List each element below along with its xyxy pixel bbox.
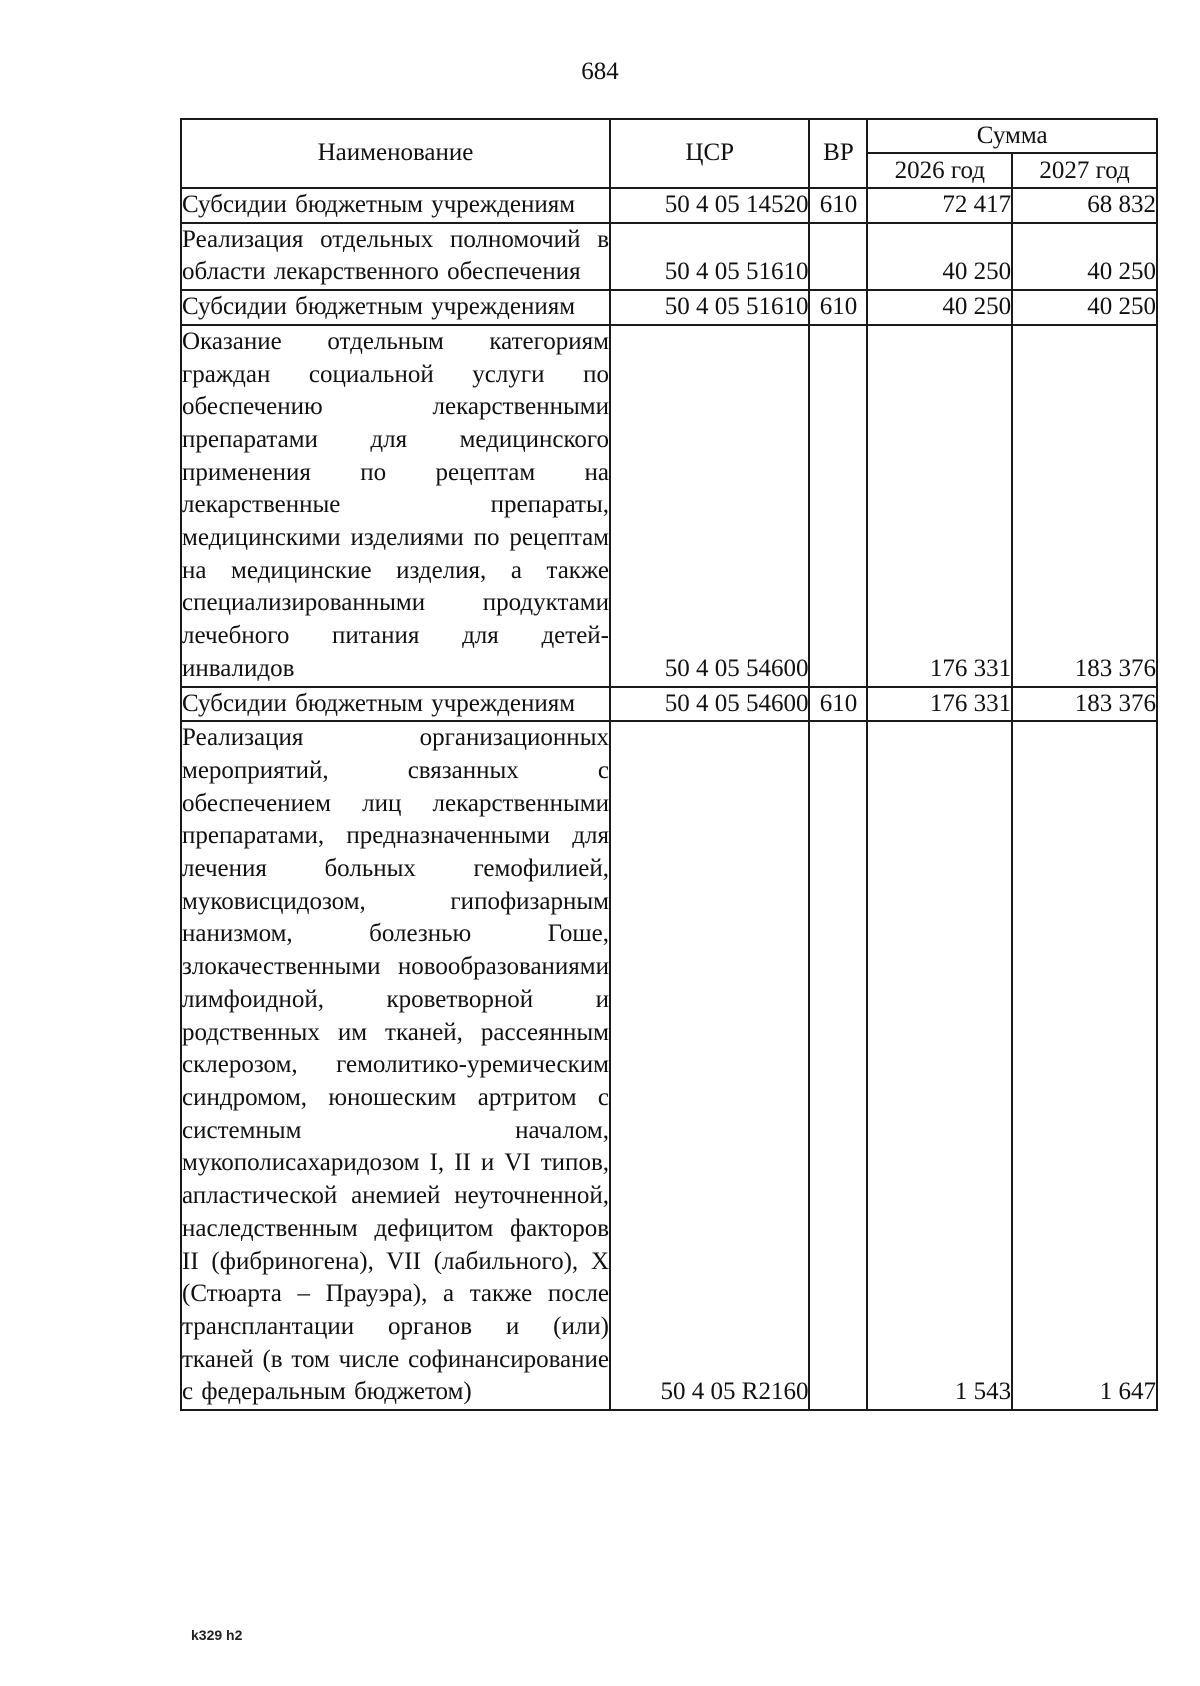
row-name: Реализация организационных мероприятий, связанных с обеспечением лиц лекарственными препаратами, предназначенными для лечения больных гемофилией, муковисцидозом, гипофизарным нанизмом, болезнью Гоше, злокачественными новообразованиями лимфоидной, кроветворной и родственных им тканей, рассеянным склерозом, гемолитико-уремическим синдромом, юношеским артритом с системным началом, мукополисахаридозом I, II и VI типов, апластической анемией неуточненной, наследственным дефицитом факторов II (фибриногена), VII (лабильного), X (Стюарта – Прауэра), а также после трансплантации органов и (или) тканей (в том числе софинансирование с федеральным бюджетом) <box>181 721 610 1410</box>
row-amount-2027: 40 250 <box>1012 223 1157 290</box>
table-row <box>181 325 1157 687</box>
row-amount-2027: 183 376 <box>1012 687 1157 722</box>
table-row <box>181 290 1157 325</box>
row-csr: 50 4 05 54600 <box>610 325 809 687</box>
row-csr: 50 4 05 R2160 <box>610 721 809 1410</box>
row-name: Субсидии бюджетным учреждениям <box>181 290 610 325</box>
row-amount-2026: 176 331 <box>867 687 1012 722</box>
row-name: Реализация отдельных полномочий в области лекарственного обеспечения <box>181 223 610 290</box>
header-year-2027: 2027 год <box>1012 153 1157 188</box>
table-row <box>181 223 1157 290</box>
row-csr: 50 4 05 51610 <box>610 223 809 290</box>
row-amount-2026: 1 543 <box>867 721 1012 1410</box>
row-amount-2026: 40 250 <box>867 290 1012 325</box>
row-vr <box>809 721 867 1410</box>
page-number: 684 <box>581 58 619 85</box>
table-row <box>181 188 1157 223</box>
row-amount-2026: 176 331 <box>867 325 1012 687</box>
table-row <box>181 687 1157 722</box>
row-amount-2027: 68 832 <box>1012 188 1157 223</box>
footer-code: k329 h2 <box>191 1627 243 1643</box>
row-csr: 50 4 05 54600 <box>610 687 809 722</box>
header-year-2026: 2026 год <box>867 153 1012 188</box>
header-vr: ВР <box>809 119 867 188</box>
row-csr: 50 4 05 14520 <box>610 188 809 223</box>
table-body <box>181 188 1157 1410</box>
table-header <box>181 119 1157 188</box>
row-vr: 610 <box>809 687 867 722</box>
table-row <box>181 721 1157 1410</box>
row-amount-2027: 40 250 <box>1012 290 1157 325</box>
row-name: Субсидии бюджетным учреждениям <box>181 687 610 722</box>
row-name: Оказание отдельным категориям граждан социальной услуги по обеспечению лекарственными препаратами для медицинского применения по рецептам на лекарственные препараты, медицинскими изделиями по рецептам на медицинские изделия, а также специализированными продуктами лечебного питания для детей-инвалидов <box>181 325 610 687</box>
row-amount-2026: 72 417 <box>867 188 1012 223</box>
budget-table <box>180 118 1158 1411</box>
row-amount-2027: 183 376 <box>1012 325 1157 687</box>
row-amount-2026: 40 250 <box>867 223 1012 290</box>
header-sum: Сумма <box>867 119 1157 153</box>
row-csr: 50 4 05 51610 <box>610 290 809 325</box>
row-amount-2027: 1 647 <box>1012 721 1157 1410</box>
row-vr: 610 <box>809 290 867 325</box>
header-name: Наименование <box>181 119 610 188</box>
row-vr <box>809 325 867 687</box>
row-name: Субсидии бюджетным учреждениям <box>181 188 610 223</box>
row-vr: 610 <box>809 188 867 223</box>
row-vr <box>809 223 867 290</box>
header-csr: ЦСР <box>610 119 809 188</box>
